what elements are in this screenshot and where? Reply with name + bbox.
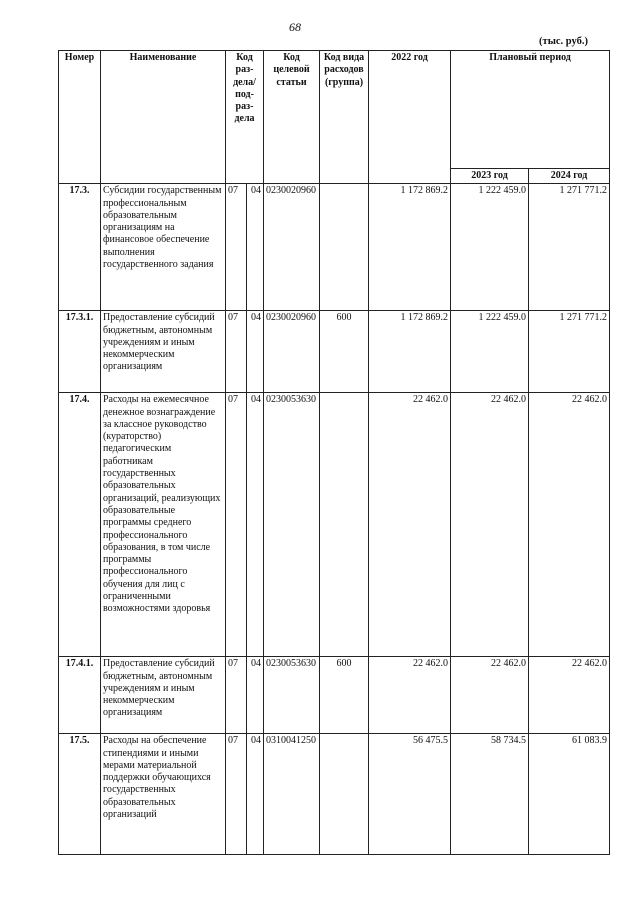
table-row	[59, 734, 610, 855]
row-value-2022: 22 462.0	[369, 657, 451, 734]
row-value-2023: 1 222 459.0	[451, 311, 529, 393]
row-target-code: 0230053630	[264, 657, 320, 734]
budget-table	[58, 50, 610, 855]
row-target-code: 0230020960	[264, 184, 320, 311]
row-number: 17.4.1.	[59, 657, 101, 734]
row-target-code: 0230053630	[264, 393, 320, 657]
row-value-2023: 22 462.0	[451, 657, 529, 734]
row-value-2022: 1 172 869.2	[369, 184, 451, 311]
units-label: (тыс. руб.)	[539, 36, 588, 47]
row-name: Предоставление субсидий бюджетным, автономным учреждениям и иным некоммерческим организациям	[101, 657, 226, 734]
row-subsection: 04	[247, 311, 264, 393]
page-number: 68	[289, 20, 301, 34]
row-subsection: 04	[247, 734, 264, 855]
row-name: Расходы на обеспечение стипендиями и иными мерами материальной поддержки обучающихся государственных образовательных организаций	[101, 734, 226, 855]
header-expense-code: Код вида расходов (группа)	[320, 51, 369, 184]
row-value-2022: 1 172 869.2	[369, 311, 451, 393]
row-value-2024: 1 271 771.2	[529, 311, 610, 393]
table-header-row	[59, 51, 610, 169]
table-row	[59, 393, 610, 657]
header-section-code: Код раз-дела/ под-раз-дела	[226, 51, 264, 184]
row-name: Предоставление субсидий бюджетным, автономным учреждениям и иным некоммерческим организациям	[101, 311, 226, 393]
table-row	[59, 657, 610, 734]
table-row	[59, 311, 610, 393]
row-value-2022: 22 462.0	[369, 393, 451, 657]
row-subsection: 04	[247, 184, 264, 311]
row-expense-code: 600	[320, 657, 369, 734]
row-value-2023: 58 734.5	[451, 734, 529, 855]
header-year-2022: 2022 год	[369, 51, 451, 184]
row-name: Субсидии государственным профессиональным образовательным организациям на финансовое обеспечение выполнения государственного задания	[101, 184, 226, 311]
row-section: 07	[226, 734, 247, 855]
row-number: 17.5.	[59, 734, 101, 855]
row-expense-code: 600	[320, 311, 369, 393]
row-value-2023: 22 462.0	[451, 393, 529, 657]
row-subsection: 04	[247, 393, 264, 657]
table-row	[59, 184, 610, 311]
row-value-2024: 22 462.0	[529, 657, 610, 734]
row-value-2022: 56 475.5	[369, 734, 451, 855]
row-number: 17.3.1.	[59, 311, 101, 393]
row-value-2024: 1 271 771.2	[529, 184, 610, 311]
row-expense-code	[320, 184, 369, 311]
row-section: 07	[226, 393, 247, 657]
header-number: Номер	[59, 51, 101, 184]
row-value-2023: 1 222 459.0	[451, 184, 529, 311]
header-name: Наименование	[101, 51, 226, 184]
row-expense-code	[320, 734, 369, 855]
row-expense-code	[320, 393, 369, 657]
row-name: Расходы на ежемесячное денежное вознаграждение за классное руководство (кураторство) педагогическим работникам государственных образовательных организаций, реализующих образовательные программы среднего профессионального образования, в том числе программы профессионального обучения для лиц с ограниченными возможностями здоровья	[101, 393, 226, 657]
row-section: 07	[226, 184, 247, 311]
row-target-code: 0310041250	[264, 734, 320, 855]
header-plan-period: Плановый период	[451, 51, 610, 169]
row-section: 07	[226, 657, 247, 734]
row-value-2024: 22 462.0	[529, 393, 610, 657]
row-section: 07	[226, 311, 247, 393]
row-subsection: 04	[247, 657, 264, 734]
row-value-2024: 61 083.9	[529, 734, 610, 855]
header-year-2023: 2023 год	[451, 169, 529, 184]
row-number: 17.4.	[59, 393, 101, 657]
row-number: 17.3.	[59, 184, 101, 311]
row-target-code: 0230020960	[264, 311, 320, 393]
header-target-code: Код целевой статьи	[264, 51, 320, 184]
header-year-2024: 2024 год	[529, 169, 610, 184]
